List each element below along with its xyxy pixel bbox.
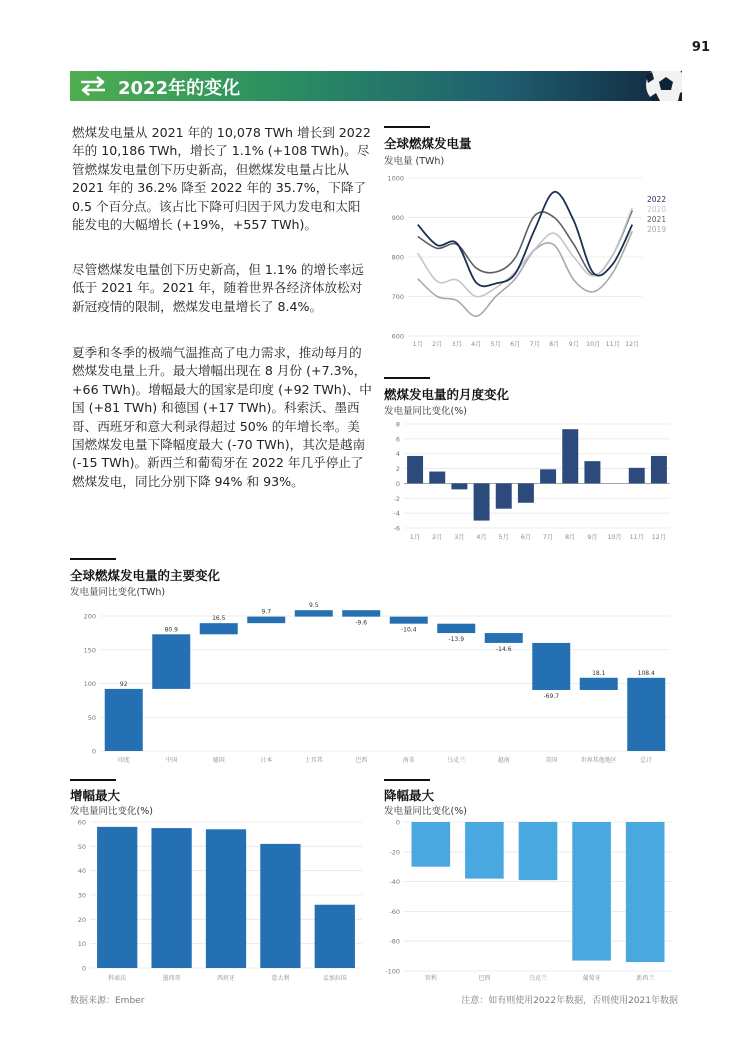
y-tick-label: 600 (391, 332, 404, 341)
data-label: 18.1 (592, 669, 606, 677)
data-label: 9.7 (261, 608, 272, 616)
y-tick-label: -4 (393, 509, 400, 518)
y-tick-label: 0 (91, 747, 96, 756)
bar-科索沃 (97, 827, 137, 968)
x-tick-label: 4月 (471, 341, 482, 348)
x-tick-label: 西班牙 (216, 975, 236, 982)
x-tick-label: 中国 (165, 757, 178, 764)
y-tick-label: -80 (389, 937, 400, 946)
x-tick-label: 意大利 (271, 975, 290, 982)
bar-巴西 (465, 822, 504, 879)
data-label: -69.7 (543, 692, 560, 700)
data-source: 数据来源：Ember (70, 996, 145, 1006)
y-tick-label: 50 (77, 842, 86, 851)
y-tick-label: 50 (87, 713, 96, 722)
y-tick-label: -20 (389, 848, 400, 857)
bar-6月 (518, 483, 534, 502)
y-tick-label: 60 (77, 818, 86, 827)
x-tick-label: 12月 (651, 534, 667, 541)
data-label: -10.4 (400, 626, 417, 634)
data-label: 92 (119, 680, 128, 688)
bar-7月 (540, 469, 556, 483)
paragraph-3: 夏季和冬季的极端气温推高了电力需求，推动每月的燃煤发电量上升。最大增幅出现在 8 月份 (+7.3%，+66 TWh)。增幅最大的国家是印度 (+92 TWh)、中国 (+81 TWh) 和德国 (+17 TWh)。科索沃、墨西哥、西班牙和意大利录得超过 50% 的年增长率。美国燃煤发电量下降幅度最大 (-70 TWh)，其次是越南 (-15 TWh)。新西兰和葡萄牙在 2022 年几乎停止了燃煤发电，同比分别下降 94% 和 93%。 (72, 345, 372, 489)
exchange-arrows-icon (78, 75, 108, 97)
decrease-chart-title: 降幅最大 (384, 788, 435, 803)
x-tick-label: 3月 (451, 341, 462, 348)
y-tick-label: 40 (77, 867, 86, 876)
chart-rule (70, 558, 116, 560)
data-label: -14.6 (495, 645, 512, 653)
bar-8月 (562, 429, 578, 483)
monthly-chart-title: 燃煤发电量的月度变化 (384, 387, 510, 402)
bar-3月 (451, 483, 467, 489)
bar-12月 (651, 456, 667, 483)
x-tick-label: 巴西 (478, 975, 491, 982)
data-label: -13.9 (448, 636, 465, 644)
waterfall-bar-印度 (105, 689, 143, 751)
chart-rule (384, 126, 430, 128)
football-icon (644, 71, 682, 101)
y-tick-label: 2 (395, 465, 400, 474)
x-tick-label: 11月 (605, 341, 620, 348)
waterfall-bar-日本 (247, 617, 285, 624)
y-tick-label: -2 (393, 494, 400, 503)
y-tick-label: 8 (395, 420, 400, 429)
waterfall-bar-中国 (152, 634, 190, 689)
x-tick-label: 日本 (260, 757, 273, 764)
decrease-chart-ylabel: 发电量同比变化(%) (384, 806, 467, 817)
x-tick-label: 土耳其 (304, 757, 323, 764)
bar-墨西哥 (151, 828, 191, 968)
bar-智利 (412, 822, 451, 867)
x-tick-label: 世界其他地区 (580, 757, 617, 764)
increase-chart-title: 增幅最大 (70, 788, 121, 803)
x-tick-label: 8月 (565, 534, 576, 541)
x-tick-label: 南非 (402, 757, 415, 764)
legend-label-2022: 2022 (647, 195, 667, 204)
legend-label-2021: 2021 (647, 215, 667, 224)
y-tick-label: -6 (393, 524, 400, 533)
x-tick-label: 7月 (529, 341, 540, 348)
bar-2月 (429, 472, 445, 484)
line-chart (384, 168, 674, 352)
waterfall-bar-世界其他地区 (580, 678, 618, 690)
legend-label-2019: 2019 (647, 225, 667, 234)
x-tick-label: 葡萄牙 (582, 975, 601, 982)
bar-孟加拉国 (315, 905, 355, 968)
increase-chart-ylabel: 发电量同比变化(%) (70, 806, 153, 817)
bar-5月 (496, 483, 512, 508)
x-tick-label: 2月 (432, 534, 443, 541)
line-chart-ylabel: 发电量 (TWh) (384, 156, 445, 167)
x-tick-label: 越南 (497, 757, 510, 764)
y-tick-label: 700 (391, 293, 404, 301)
x-tick-label: 10月 (586, 341, 601, 348)
x-tick-label: 3月 (454, 534, 465, 541)
y-tick-label: 6 (395, 435, 400, 444)
bar-葡萄牙 (572, 822, 611, 961)
x-tick-label: 5月 (490, 341, 501, 348)
waterfall-bar-乌克兰 (437, 624, 475, 633)
waterfall-bar-土耳其 (295, 610, 333, 616)
y-tick-label: 0 (395, 818, 400, 827)
x-tick-label: 1月 (409, 534, 421, 541)
x-tick-label: 7月 (542, 534, 554, 541)
y-tick-label: 10 (77, 940, 86, 949)
chart-rule (384, 377, 430, 379)
x-tick-label: 8月 (549, 341, 560, 348)
x-tick-label: 6月 (520, 534, 532, 541)
x-tick-label: 孟加拉国 (322, 975, 347, 982)
x-tick-label: 总计 (640, 757, 653, 764)
bar-新西兰 (626, 822, 665, 962)
data-label: 16.5 (212, 615, 226, 623)
bar-1月 (407, 456, 423, 483)
footnote: 注意：如有则使用2022年数据，否则使用2021年数据 (461, 996, 678, 1006)
bar-西班牙 (206, 829, 246, 968)
bar-乌克兰 (519, 822, 558, 880)
bar-4月 (474, 483, 490, 520)
y-tick-label: 30 (77, 891, 86, 900)
x-tick-label: 9月 (587, 534, 598, 541)
x-tick-label: 10月 (607, 534, 622, 541)
waterfall-bar-南非 (390, 617, 428, 624)
y-tick-label: 0 (81, 964, 86, 973)
y-tick-label: 200 (83, 612, 96, 621)
x-tick-label: 1月 (412, 341, 423, 348)
waterfall-chart-ylabel: 发电量同比变化(TWh) (70, 587, 166, 598)
page-number: 91 (691, 40, 710, 55)
data-label: 80.9 (164, 626, 178, 634)
y-tick-label: 4 (395, 450, 400, 459)
y-tick-label: 0 (395, 479, 400, 488)
monthly-chart-ylabel: 发电量同比变化(%) (384, 406, 467, 417)
waterfall-bar-越南 (485, 633, 523, 643)
waterfall-bar-美国 (532, 643, 570, 690)
y-tick-label: -100 (385, 967, 400, 976)
x-tick-label: 5月 (498, 534, 509, 541)
bar-11月 (629, 468, 645, 484)
bar-意大利 (260, 844, 300, 968)
y-tick-label: 20 (77, 915, 86, 924)
x-tick-label: 乌克兰 (528, 975, 548, 982)
paragraph-2: 尽管燃煤发电量创下历史新高，但 1.1% 的增长率远低于 2021 年。2021 年，随着世界各经济体放松对新冠疫情的限制，燃煤发电量增长了 8.4%。 (72, 262, 364, 314)
chart-rule (70, 779, 116, 781)
y-tick-label: -60 (389, 907, 400, 916)
x-tick-label: 新西兰 (636, 975, 655, 982)
waterfall-bar-德国 (200, 623, 238, 634)
waterfall-chart-title: 全球燃煤发电量的主要变化 (70, 568, 221, 583)
increase-bar-chart (70, 814, 366, 986)
y-tick-label: -40 (389, 878, 400, 887)
x-tick-label: 9月 (568, 341, 579, 348)
y-tick-label: 150 (83, 646, 96, 655)
x-tick-label: 智利 (424, 975, 437, 982)
x-tick-label: 4月 (476, 534, 487, 541)
bar-9月 (584, 461, 600, 483)
series-line-2021 (418, 210, 633, 275)
x-tick-label: 2月 (432, 341, 443, 348)
data-label: -9.6 (355, 619, 368, 627)
y-tick-label: 1000 (387, 174, 404, 183)
x-tick-label: 科索沃 (108, 975, 127, 982)
waterfall-chart (70, 602, 676, 770)
x-tick-label: 12月 (625, 341, 640, 348)
y-tick-label: 900 (391, 214, 404, 222)
data-label: 108.4 (637, 669, 655, 677)
y-tick-label: 800 (391, 253, 404, 262)
x-tick-label: 德国 (212, 757, 225, 764)
x-tick-label: 6月 (510, 341, 521, 348)
x-tick-label: 墨西哥 (162, 975, 181, 982)
y-tick-label: 100 (83, 680, 96, 688)
section-title: 2022年的变化 (118, 78, 241, 99)
x-tick-label: 印度 (117, 757, 130, 764)
line-chart-title: 全球燃煤发电量 (384, 136, 472, 151)
legend-label-2020: 2020 (647, 205, 667, 214)
x-tick-label: 11月 (629, 534, 644, 541)
paragraph-1: 燃煤发电量从 2021 年的 10,078 TWh 增长到 2022 年的 10,186 TWh，增长了 1.1% (+108 TWh)。尽管燃煤发电量创下历史新高，但燃煤发电量占比从 2021 年的 36.2% 降至 2022 年的 35.7%，下降了 0.5 个百分点。该占比下降可归因于风力发电和太阳能发电的大幅增长 (+19%，+557 TWh)。 (72, 125, 371, 233)
x-tick-label: 美国 (545, 757, 558, 764)
chart-rule (384, 779, 430, 781)
data-label: 9.5 (308, 602, 319, 610)
monthly-bar-chart (384, 418, 674, 544)
decrease-bar-chart (384, 814, 676, 986)
waterfall-bar-总计 (627, 678, 665, 751)
x-tick-label: 乌克兰 (447, 757, 466, 764)
section-banner (70, 71, 682, 101)
waterfall-bar-巴西 (342, 610, 380, 616)
x-tick-label: 巴西 (355, 757, 368, 764)
